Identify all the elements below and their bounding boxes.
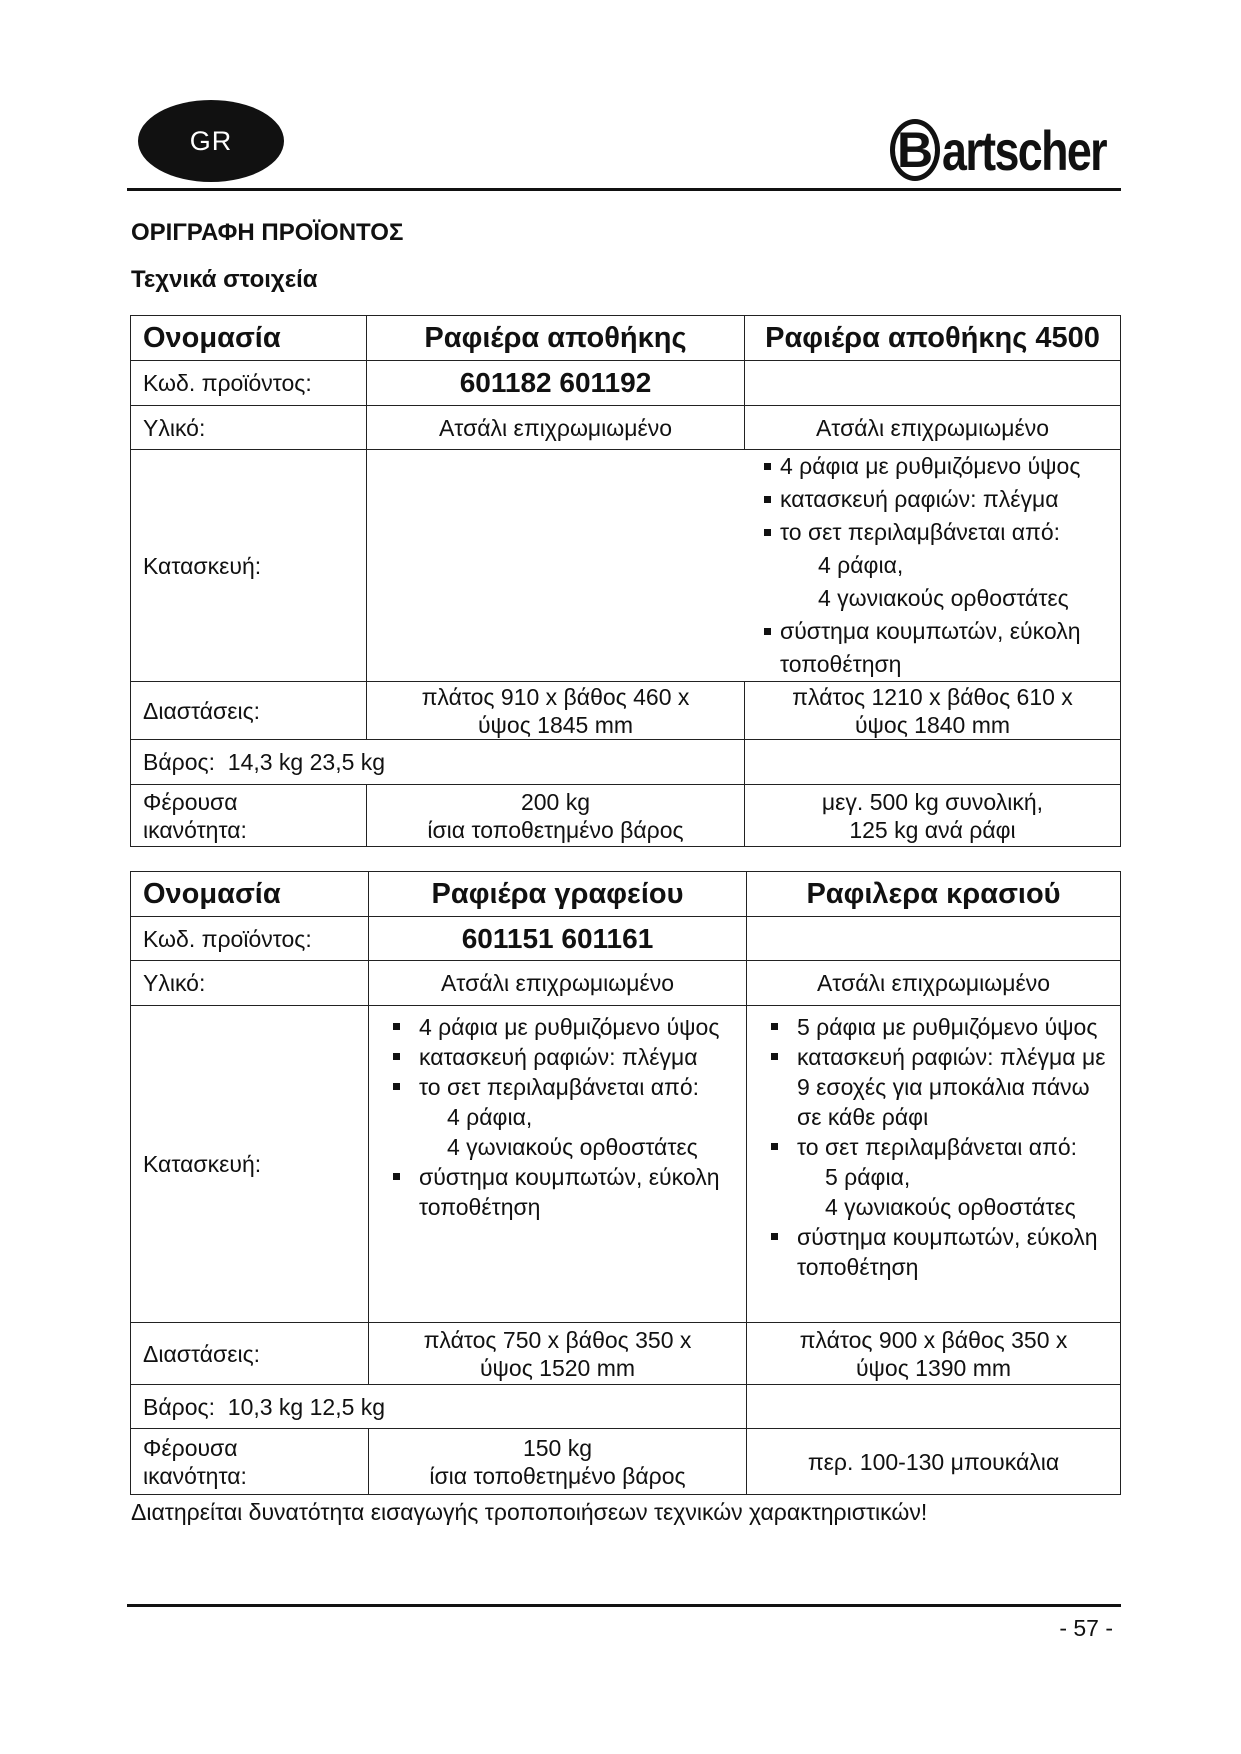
table-row — [131, 785, 1121, 847]
row-label: Κατασκευή: — [131, 1006, 369, 1323]
construction-list — [767, 1012, 1108, 1282]
text-line: πλάτος 900 x βάθος 350 x — [799, 1326, 1068, 1353]
list-item: το σετ περιλαμβάνεται από: — [389, 1072, 734, 1102]
text-line: ίσια τοποθετημένο βάρος — [427, 816, 684, 843]
capacity-value: περ. 100-130 μπουκάλια — [747, 1429, 1121, 1495]
header-divider — [127, 188, 1121, 191]
table-row — [131, 1429, 1121, 1495]
table-row — [131, 872, 1121, 917]
text-line: ύψος 1840 mm — [854, 711, 1011, 738]
product-codes: 601151 601161 — [369, 917, 747, 961]
header-cell: Ραφιέρα γραφείου — [369, 872, 747, 917]
text-line: μεγ. 500 kg συνολική, — [821, 788, 1044, 815]
empty-cell — [745, 740, 1121, 785]
material-value: Ατσάλι επιχρωμιωμένο — [747, 961, 1121, 1006]
dimensions-value — [747, 1323, 1121, 1385]
list-item: 5 ράφια, — [825, 1164, 911, 1190]
list-item: κατασκευή ραφιών: πλέγμα — [760, 483, 1108, 516]
row-label: Βάρος: — [143, 1393, 215, 1420]
logo-mark-icon: B — [890, 119, 940, 181]
product-codes — [745, 361, 1121, 406]
spec-table-storage — [130, 315, 1121, 847]
text-line: πλάτος 910 x βάθος 460 x — [421, 683, 690, 710]
list-item: σύστημα κουμπωτών, εύκολη τοποθέτηση — [389, 1162, 734, 1222]
list-item: 4 γωνιακούς ορθοστάτες — [825, 1194, 1076, 1220]
list-item: 4 ράφια, — [447, 1104, 533, 1130]
product-codes: 601182 601192 — [367, 361, 745, 406]
row-label: Διαστάσεις: — [131, 1323, 369, 1385]
material-value: Ατσάλι επιχρωμιωμένο — [367, 406, 745, 450]
list-item: 5 ράφια με ρυθμιζόμενο ύψος — [767, 1012, 1108, 1042]
text-line: 150 kg — [522, 1434, 593, 1461]
list-item: σύστημα κουμπωτών, εύκολη τοποθέτηση — [767, 1222, 1108, 1282]
empty-cell — [747, 1385, 1121, 1429]
header-cell: Ραφιέρα αποθήκης — [367, 316, 745, 361]
header-cell: Ονομασία — [131, 872, 369, 917]
table-row — [131, 1323, 1121, 1385]
text-line: ύψος 1845 mm — [477, 711, 634, 738]
list-item: 4 ράφια, — [818, 552, 904, 578]
text-line: πλάτος 1210 x βάθος 610 x — [792, 683, 1073, 710]
table-row — [131, 740, 1121, 785]
construction-cell — [369, 1006, 747, 1323]
construction-list — [760, 450, 1108, 681]
row-label: Διαστάσεις: — [131, 682, 367, 740]
table-row — [131, 917, 1121, 961]
text-line: πλάτος 750 x βάθος 350 x — [423, 1326, 692, 1353]
table-row — [131, 1006, 1121, 1323]
row-label — [131, 785, 367, 847]
list-item: κατασκευή ραφιών: πλέγμα — [389, 1042, 734, 1072]
row-label: Υλικό: — [131, 406, 367, 450]
list-item: 4 γωνιακούς ορθοστάτες — [447, 1134, 698, 1160]
row-label: Βάρος: — [143, 749, 215, 775]
text-line: ίσια τοποθετημένο βάρος — [429, 1462, 686, 1489]
technical-changes-note: Διατηρείται δυνατότητα εισαγωγής τροποποιήσεων τεχνικών χαρακτηριστικών! — [131, 1499, 928, 1525]
row-label — [131, 1429, 369, 1495]
list-item: κατασκευή ραφιών: πλέγμα με 9 εσοχές για μποκάλια πάνω σε κάθε ράφι — [767, 1042, 1108, 1132]
table-row — [131, 450, 1121, 682]
table-row — [131, 316, 1121, 361]
list-item: το σετ περιλαμβάνεται από: — [767, 1132, 1108, 1162]
page-number: - 57 - — [1059, 1615, 1113, 1641]
logo-text: artscher — [942, 118, 1107, 182]
text-line: 125 kg ανά ράφι — [849, 816, 1016, 843]
dimensions-value — [369, 1323, 747, 1385]
construction-cell — [367, 450, 1121, 682]
text-line: ικανότητα: — [143, 816, 247, 843]
table-row — [131, 361, 1121, 406]
list-item: το σετ περιλαμβάνεται από: — [760, 516, 1108, 549]
weight-values: 14,3 kg 23,5 kg — [227, 749, 386, 775]
header-cell: Ονομασία — [131, 316, 367, 361]
list-item: σύστημα κουμπωτών, εύκολη τοποθέτηση — [760, 615, 1108, 681]
text-line: ικανότητα: — [143, 1462, 247, 1489]
text-line: Φέρουσα — [143, 1434, 238, 1461]
list-item: 4 ράφια με ρυθμιζόμενο ύψος — [389, 1012, 734, 1042]
table-row — [131, 1385, 1121, 1429]
construction-list — [389, 1012, 734, 1222]
capacity-value — [367, 785, 745, 847]
product-codes — [747, 917, 1121, 961]
dimensions-value — [745, 682, 1121, 740]
text-line: 200 kg — [520, 788, 591, 815]
dimensions-value — [367, 682, 745, 740]
text-line: ύψος 1390 mm — [855, 1354, 1012, 1381]
row-label: Κωδ. προϊόντος: — [131, 917, 369, 961]
spec-table-office-wine — [130, 871, 1121, 1495]
material-value: Ατσάλι επιχρωμιωμένο — [745, 406, 1121, 450]
bartscher-logo — [890, 110, 1147, 190]
weight-values: 10,3 kg 12,5 kg — [227, 1393, 386, 1420]
construction-cell — [747, 1006, 1121, 1323]
footer-divider — [127, 1604, 1121, 1607]
text-line: ύψος 1520 mm — [479, 1354, 636, 1381]
table-row — [131, 682, 1121, 740]
row-label: Υλικό: — [131, 961, 369, 1006]
row-label: Κατασκευή: — [131, 450, 367, 682]
weight-cell — [131, 740, 745, 785]
table-row — [131, 961, 1121, 1006]
capacity-value — [369, 1429, 747, 1495]
list-item: 4 γωνιακούς ορθοστάτες — [818, 585, 1069, 611]
language-badge — [138, 100, 284, 182]
language-code: GR — [189, 125, 233, 156]
document-title: ΟΡΙΓΡΑΦΗ ΠΡΟΪΟΝΤΟΣ — [131, 219, 404, 246]
list-item: 4 ράφια με ρυθμιζόμενο ύψος — [760, 450, 1108, 483]
capacity-value — [745, 785, 1121, 847]
weight-cell — [131, 1385, 747, 1429]
header-cell: Ραφιλερα κρασιού — [747, 872, 1121, 917]
text-line: Φέρουσα — [143, 788, 238, 815]
table-row — [131, 406, 1121, 450]
row-label: Κωδ. προϊόντος: — [131, 361, 367, 406]
section-title: Τεχνικά στοιχεία — [131, 266, 318, 293]
header-cell: Ραφιέρα αποθήκης 4500 — [745, 316, 1121, 361]
material-value: Ατσάλι επιχρωμιωμένο — [369, 961, 747, 1006]
